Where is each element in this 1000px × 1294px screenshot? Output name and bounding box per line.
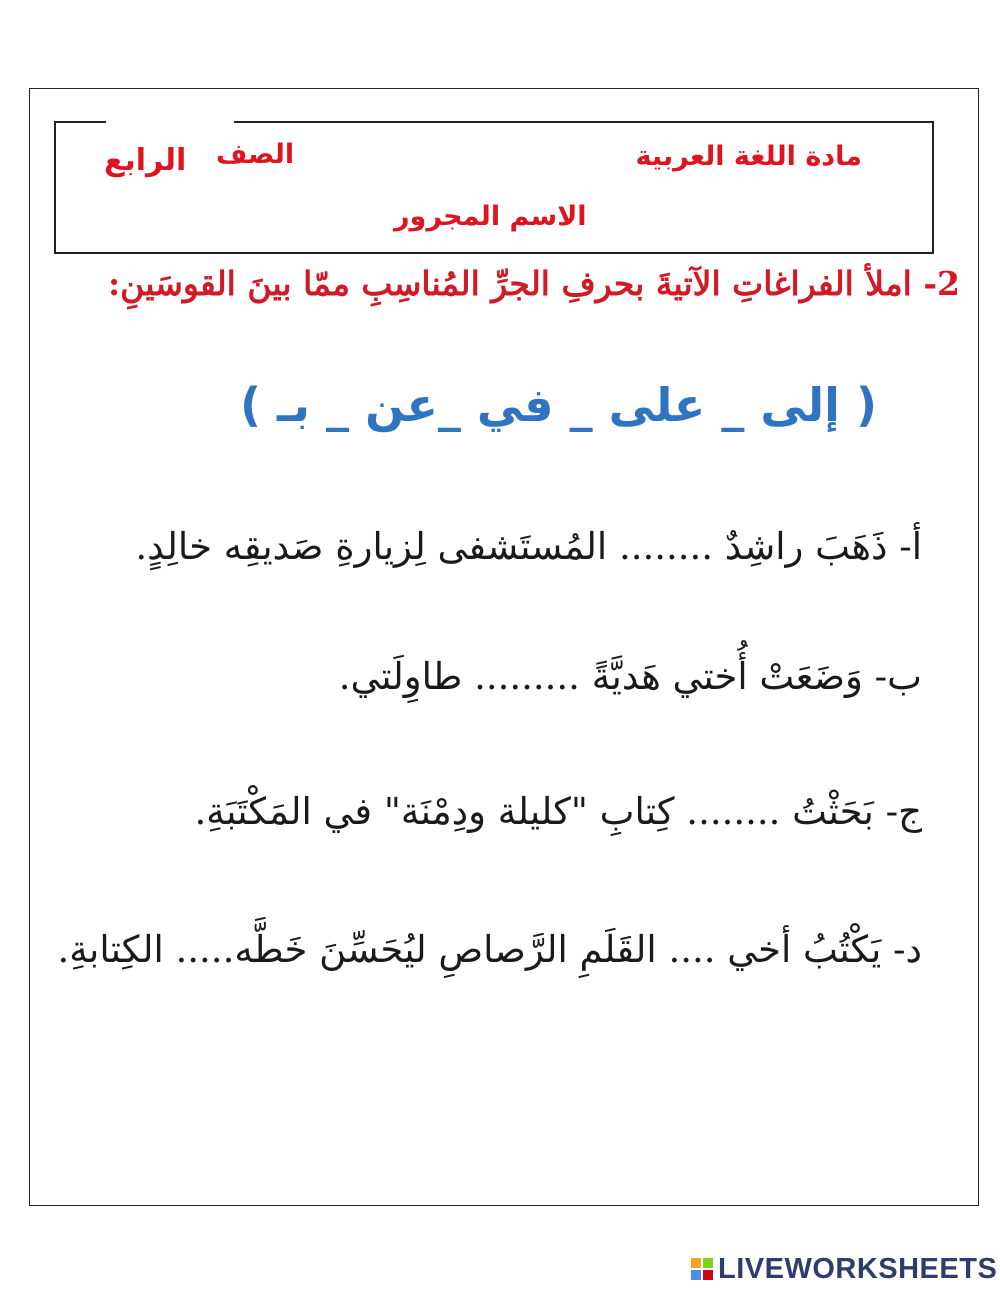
logo-square-icon bbox=[703, 1270, 713, 1280]
logo-square-icon bbox=[691, 1270, 701, 1280]
liveworksheets-logo-icon bbox=[690, 1257, 714, 1281]
worksheet-page bbox=[29, 88, 979, 1206]
lesson-title: الاسم المجرور bbox=[394, 201, 587, 232]
header-border-gap bbox=[106, 117, 234, 129]
sentence-c: ج- بَحَثْتُ ........ كِتابِ "كليلة ودِمْنَة" في المَكْتَبَةِ. bbox=[194, 790, 922, 833]
header-box bbox=[54, 121, 934, 254]
logo-square-icon bbox=[703, 1258, 713, 1268]
sentence-b: ب- وَضَعَتْ أُختي هَديَّةً ......... طاوِلَتي. bbox=[338, 655, 922, 698]
logo-square-icon bbox=[691, 1258, 701, 1268]
sentence-d: د- يَكْتُبُ أخي .... القَلَمِ الرَّصاصِ ليُحَسِّنَ خَطَّه..... الكِتابةِ. bbox=[57, 928, 922, 971]
exercise-instruction: 2- املأ الفراغاتِ الآتيةَ بحرفِ الجرِّ المُناسِبِ ممّا بينَ القوسَينِ: bbox=[107, 264, 960, 303]
brand-name: LIVEWORKSHEETS bbox=[718, 1252, 998, 1285]
preposition-options: ( إلى _ على _ في _عن _ بـ ) bbox=[240, 378, 877, 432]
liveworksheets-brand[interactable] bbox=[690, 1254, 997, 1284]
class-label: الصف bbox=[216, 139, 295, 170]
class-value: الرابع bbox=[104, 143, 187, 178]
sentence-a: أ- ذَهَبَ راشِدٌ ........ المُستَشفى لِزيارةِ صَديقِه خالِدٍ. bbox=[135, 525, 922, 568]
subject-title: مادة اللغة العربية bbox=[635, 141, 862, 172]
